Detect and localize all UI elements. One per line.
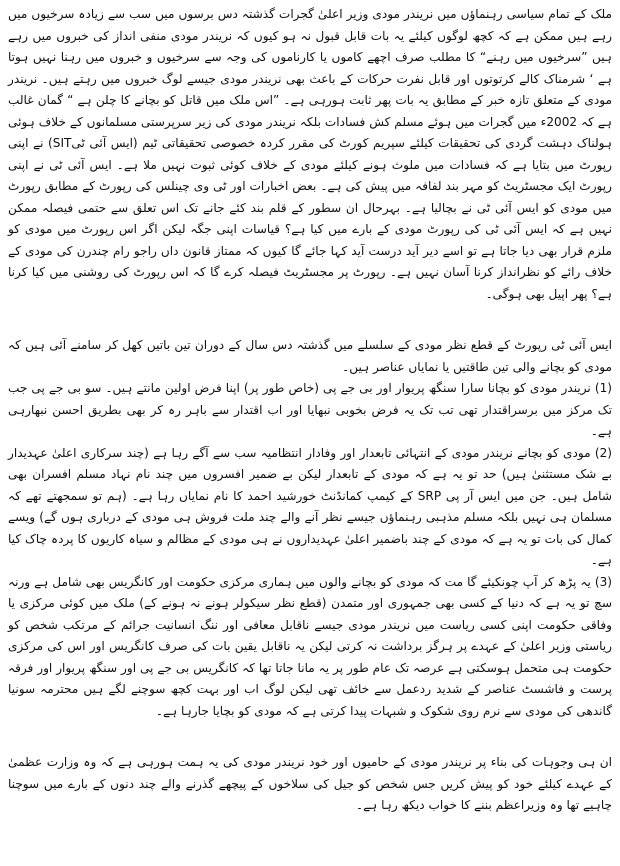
paragraph-gap <box>8 722 612 752</box>
point-two-paragraph: (2) مودی کو بچانے نریندر مودی کے انتہائی تابعدار اور وفادار انتظامیہ سب سے آگے رہا ہے (چند سرکاری اعلیٰ عہدیدار بے شک مستثنیٰ ہیں) حد تو یہ ہے کہ مودی کے تابعدار لیکن بے ضمیر افسروں میں چند نام نہاد مسلم افسران بھی شامل ہیں۔ جن میں ایس آر پی SRP کے کیمپ کمانڈنٹ خورشید احمد کا نام نمایاں رہا ہے۔ (ہم تو سمجھتے تھے کہ مسلمان ہی نہیں بلکہ مسلم مذہبی رہنماؤں جیسے نظر آنے والے چند ملت فروش ہی مودی کے درباری ہوں گے) ویسے کمال کی بات تو یہ ہے کہ مودی کے چند باضمیر اعلیٰ عہدیداروں نے ہی مودی کے مظالم و سیاہ کاریوں کا پردہ چاک کیا ہے۔ <box>8 445 612 567</box>
point-one-paragraph: (1) نریندر مودی کو بچانا سارا سنگھ پریوار اور بی جے پی (خاص طور پر) اپنا فرض اولین مانتے ہیں۔ سو بی جے پی جب تک مرکز میں برسراقتدار تھی تب تک یہ فرض بخوبی نبھایا اور اب اقتدار سے باہر رہ کر بھی بطریق احسن نبھارہی ہے۔ <box>8 381 612 438</box>
point-three-paragraph: (3) یہ پڑھ کر آپ چونکیئے گا مت کہ مودی کو بچانے والوں میں ہماری مرکزی حکومت اور کانگریس بھی شامل ہے ورنہ سچ تو یہ ہے کہ دنیا کے کسی بھی جمہوری اور متمدن (قطع نظر سیکولر ہونے نہ ہونے کے) ملک میں کوئی مرکزی یا وفاقی حکومت اپنی کسی ریاست میں نریندر مودی جیسے ناقابل معافی اور ننگ انسانیت جرائم کے مرتکب شخص کو ریاستی وزیر اعلیٰ کے عہدے پر ہرگز برداشت نہ کرتی لیکن یہ ناقابل یقین بات کی صرف کانگریس اور اس کی مرکزی حکومت ہی متحمل ہوسکتی ہے عرصہ تک عام طور پر یہ مانا جاتا تھا کہ کانگریس بی جے پی اور سنگھ پریوار اور فرقہ پرست و فاشسٹ عناصر کے شدید ردعمل سے خائف تھی لیکن لوگ اب اور بہت کچھ سوچنے لگے ہیں محترمہ سونیا گاندھی کی مودی سے نرم روی شکوک و شبہات پیدا کرتی ہے کہ مودی کو بچایا جارہا ہے۔ <box>8 574 612 718</box>
three-forces-paragraph: ایس آئی ٹی رپورٹ کے قطع نظر مودی کے سلسلے میں گذشتہ دس سال کے دوران تین باتیں کھل کر سامنے آئی ہیں کہ مودی کو بچانے والی تین طاقتیں یا نمایاں عناصر ہیں۔ <box>8 338 612 374</box>
intro-paragraph: ملک کے تمام سیاسی رہنماؤں میں نریندر مودی وزیر اعلیٰ گجرات گذشتہ دس برسوں میں سب سے زیادہ سرخیوں میں رہے ہیں ممکن ہے کہ کچھ لوگوں کیلئے یہ بات قابل قبول نہ ہو کیوں کہ نریندر مودی منفی انداز کی خبروں میں رہے ہیں ”سرخیوں میں رہنے“ کا مطلب صرف اچھے کاموں یا کارناموں کی وجہ سے سرخیوں و خبروں میں رہنا نہیں ہوتا ہے ‘ شرمناک کالے کرتوتوں اور قابل نفرت حرکات کے باعث بھی نریندر مودی جیسے لوگ خبروں میں رہتے ہیں۔ نریندر مودی کے متعلق تازہ خبر کے مطابق یہ بات پھر ثابت ہورہی ہے۔ ”اس ملک میں قاتل کو بچانے کا چلن ہے “ گمان غالب ہے کہ 2002ء میں گجرات میں ہوئے مسلم کش فسادات بلکہ نریندر مودی کی زیر سرپرستی مسلمانوں کے خلاف ہوئی ہولناک دہشت گردی کی تحقیقات کیلئے سپریم کورٹ کی مقرر کردہ خصوصی تحقیقاتی ٹیم (ایس آئی ٹیSIT) نے اپنی رپورٹ میں بتایا ہے کہ فسادات میں ملوث ہونے کیلئے مودی کے خلاف کوئی ثبوت نہیں ملا ہے۔ ایس آئی ٹی نے اپنی رپورٹ ایک مجسٹریٹ کو مہر بند لفافہ میں پیش کی ہے۔ بعض اخبارات اور ٹی وی چینلس کی رپورٹ کے مطابق رپورٹ میں مودی کو ایس آئی ٹی نے بچالیا ہے۔ بہرحال ان سطور کے قلم بند کئے جانے تک اس تعلق سے حتمی فیصلہ ممکن نہیں ہے کہ ایس آئی ٹی کی رپورٹ مودی کے بارے میں کیا ہے؟ قیاسات اپنی جگہ لیکن اگر اس رپورٹ میں مودی کو ملزم قرار بھی دیا جاتا ہے تو اسے دیر آید درست آید کہا جائے گا کیوں کہ ممتاز قانون داں راجو رام چندرن کی مودی کے خلاف رائے کو نظرانداز کرنا آسان نہیں ہے۔ رپورٹ پر مجسٹریٹ فیصلہ کرے گا کہ اس رپورٹ کی روشنی میں کیا کرنا ہے؟ پھر اپیل بھی ہوگی۔ <box>8 7 612 301</box>
paragraph-gap <box>8 305 612 335</box>
conclusion-paragraph: ان ہی وجوہات کی بناء پر نریندر مودی کے حامیوں اور خود نریندر مودی کی یہ ہمت ہورہی ہے کہ وہ وزارت عظمیٰ کے عہدے کیلئے خود کو پیش کریں جس شخص کو جیل کی سلاخوں کے پیچھے گذرنے والے چند دنوں کے بارے میں سوچنا چاہیے تھا وہ وزیراعظم بننے کا خواب دیکھ رہا ہے۔ <box>8 755 612 812</box>
